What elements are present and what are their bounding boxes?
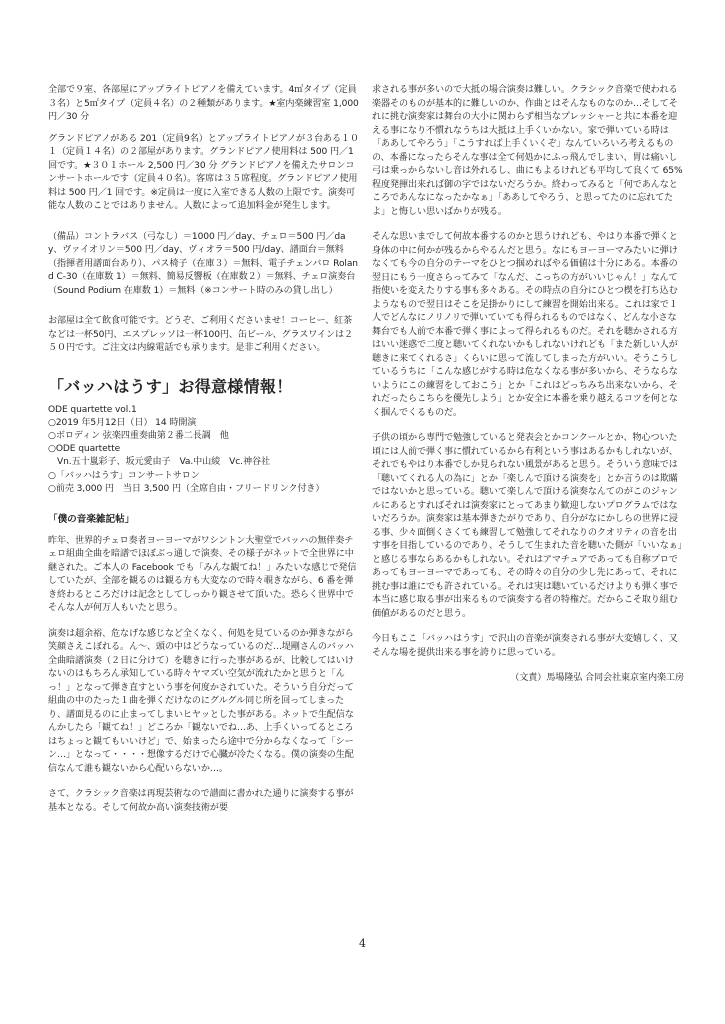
event-line: ○ボロディン 弦楽四重奏曲第２番二長調 他: [48, 430, 229, 441]
left-column: [48, 84, 359, 815]
event-line: Vn.五十嵐彩子、坂元愛由子 Va.中山綾 Vc.神谷社: [48, 457, 270, 468]
event-info: [48, 404, 359, 496]
essay-paragraph: そんな思いまでして何故本番するのかと思うけれども、やはり本番で弾くと身体の中に何かが残るからやるんだと思う。なにもヨーヨーマみたいに弾けなくても今の自分のテーマをひとつ掴めればやる価値は十分にある。本番の翌日にもう一度さらってみて「なんだ、こっちの方がいいじゃん！」なんて指使いを変えたりする事も多々ある。その時点の自分にひとつ楔を打ち込むようなもので翌日はそこを足掛かりにして練習を開始出来る。これは家で１人でどんなにノリノリで弾いていても得られるものではなく、どんな小さな舞台でも人前で本番で弾く事によって得られるものだ。それを聴かされる方はいい迷惑で二度と聴いてくれないかもしれないけれども「また新しい人が聴きに来てくれるさ」くらいに思って流してしまった方がいい。そうこうしているうちに「こんな感じがする時は危なくなる事が多いから、そうならないようにこの練習をしておこう」とか「これはどっちみち出来ないから、それだったらこちらを優先しよう」とか安全に本番を乗り越えるコツを何となく掴んでくるものだ。: [372, 232, 678, 418]
equipment-paragraph: （備品）コントラバス（弓なし）＝1000 円／day、チェロ＝500 円／day、ヴァイオリン＝500 円／day、ヴィオラ＝500 円/day、譜面台＝無料（指揮者用譜面台あり）、パス椅子（在庫３）＝無料、電子チェンバロ Roland C-30（在庫数 1）＝無料、簡易反響板（在庫数２）＝無料、チェロ演奏台（Sound Podium 在庫数 1）＝無料（※コンサート時のみの貸し出し）: [48, 231, 358, 296]
right-column: [372, 84, 684, 686]
rooms-paragraph-2: グランドピアノがある 201（定員9名）とアップライトピアノが３台ある１０１（定員１４名）の２部屋があります。グランドピアノ使用料は 500 円／1 回です。★３０１ホール 2,500 円／30 分 グランドピアノを備えたサロンコンサートホールです（定員４０名）。客席は３５席程度。グランドピアノ使用料は 500 円／1 回です。※定員は一度に入室できる人数の上限です。演奏可能な人数のことではありません。人数によって追加料金が発生します。: [48, 133, 359, 211]
essay-paragraph: 今日もここ「バッハはうす」で沢山の音楽が演奏される事が大変嬉しく、又そんな場を提供出来る事を誇りに思っている。: [372, 634, 678, 658]
essay-paragraph: 求される事が多いので大抵の場合演奏は難しい。クラシック音楽で使われる楽器そのものが基本的に難しいのか、作曲とはそんなものなのか…そしてそれに挑む演奏家は舞台の大小に関わらず相当なプレッシャーと共に本番を迎える事になり不慣れなうちは大抵は上手くいかない。家で弾いている時は「ああしてやろう」「こうすれば上手くいくぞ」なんていろいろ考えるものの、本番になったらそんな事は全て何処かにふっ飛んでしまい、胃は痛いし弓は乗っからないし音は外れるし、曲にもよるけれども平均して良くて 65%程度発揮出来れば御の字ではないだろうか。終わってみると「何であんなところであんなになったかなぁ」「ああしてやろう、と思ってたのに忘れてたよ」と悔しい思いばかりが残る。: [372, 85, 683, 217]
essay-paragraph: 昨年、世界的チェロ奏者ヨーヨーマがワシントン大聖堂でバッハの無伴奏チェロ組曲全曲を暗譜でほぼぶっ通しで演奏、その様子がネットで全世界に中継された。ご本人の Facebook でも「みんな観てね！」みたいな感じで発信していたが、全部を観るのは観る方も大変なので時々覗きながら、6 番を弾き終わるところだけは記念としてしっかり観させて頂いた。恐らく世界中でそんな人が何万人もいたと思う。: [48, 535, 357, 614]
essay-paragraph: 子供の頃から専門で勉強していると発表会とかコンクールとか、物心ついた頃には人前で弾く事に慣れているから有利という事はあるかもしれないが、それでもやはり本番でしか見られない風景があると思う。そういう意味では「聴いてくれる人の為に」とか「楽しんで頂ける演奏を」とか言うのは欺瞞ではないかと思っている。聴いて楽しんで頂ける演奏なんてのがこのジャンルにあるとすればそれは演奏家にとってあまり歓迎しないプログラムではないだろうか。演奏家は基本弾きたがりであり、自分がなにかしらの世界に浸る事、少々面倒くさくても練習して勉強してそれなりのクオリティの音を出す事を目指しているのであり、そうして生まれた音を聴いた側が「いいなぁ」と感じる事ならあるかもしれない。それはアマチュアであっても自称プロであってもヨーヨーマであっても、その時々の自分の少し先にあって、それに挑む事は誰にでも許されている。それは実は聴いているだけよりも弾く事で本当に感じ取る事が出来るもので演奏する者の特権だ。だからこそ取り組む価値があるのだと思う。: [372, 433, 683, 619]
page-number: 4: [359, 937, 366, 950]
food-paragraph: お部屋は全て飲食可能です。どうぞ、ご利用くださいませ！コーヒー、紅茶などは一杯50円、エスプレッソは一杯100円、缶ビール、グラスワインは２５０円です。ご注文は内線電話でも承ります。是非ご利用ください。: [48, 316, 353, 353]
event-line: ○「バッハはうす」コンサートサロン: [48, 470, 200, 481]
event-line: ○前売 3,000 円 当日 3,500 円（全席自由・フリードリンク付き）: [48, 483, 325, 494]
section-title: 「バッハはうす」お得意様情報！: [48, 376, 293, 396]
column-title: 「僕の音楽雑記帖」: [48, 513, 135, 525]
author-credit: （文責）馬場隆弘 合同会社東京室内楽工房: [510, 673, 684, 683]
rooms-paragraph-1: 全部で９室、各部屋にアップライトピアノを備えています。4㎡タイプ（定員３名）と5㎡タイプ（定員４名）の２種類があります。★室内楽練習室 1,000 円／30 分: [48, 85, 359, 122]
event-line: ODE quartette vol.1: [48, 404, 137, 415]
essay-paragraph: さて、クラシック音楽は再現芸術なので譜面に書かれた通りに演奏する事が基本となる。そして何故か高い演奏技術が要: [48, 789, 354, 813]
event-line: ○2019 年5月12日（日） 14 時開演: [48, 417, 197, 428]
event-line: ○ODE quartette: [48, 444, 121, 455]
essay-paragraph: 演奏は超余裕、危なげな感じなど全くなく、何処を見ているのか弾きながら笑顔さえこぼれる。ん～、頭の中はどうなっているのだ…堤剛さんのバッハ全曲暗譜演奏（２日に分けて）を聴きに行った事があるが、比較してはいけないのはもちろん承知している時々ヤマズい空気が流れたかと思うと「んっ！」となって弾き直すという事を何度かされていた。そういう自分だって組曲の中のたった１曲を弾くだけなのにグルグル同じ所を回ってしまったり、譜面見るのに止まってしまいヒヤッとした事がある。ネットで生配信なんかしたら「観てね！」どころか「観ないでね…あ、上手くいってるところはちょっと観てもいいけど」で、始まったら途中で分からなくなって「シーン…」となって・・・・想像するだけで心臓が冷たくなる。僕の演奏の生配信なんて誰も観ないから心配いらないか…。: [48, 628, 354, 774]
